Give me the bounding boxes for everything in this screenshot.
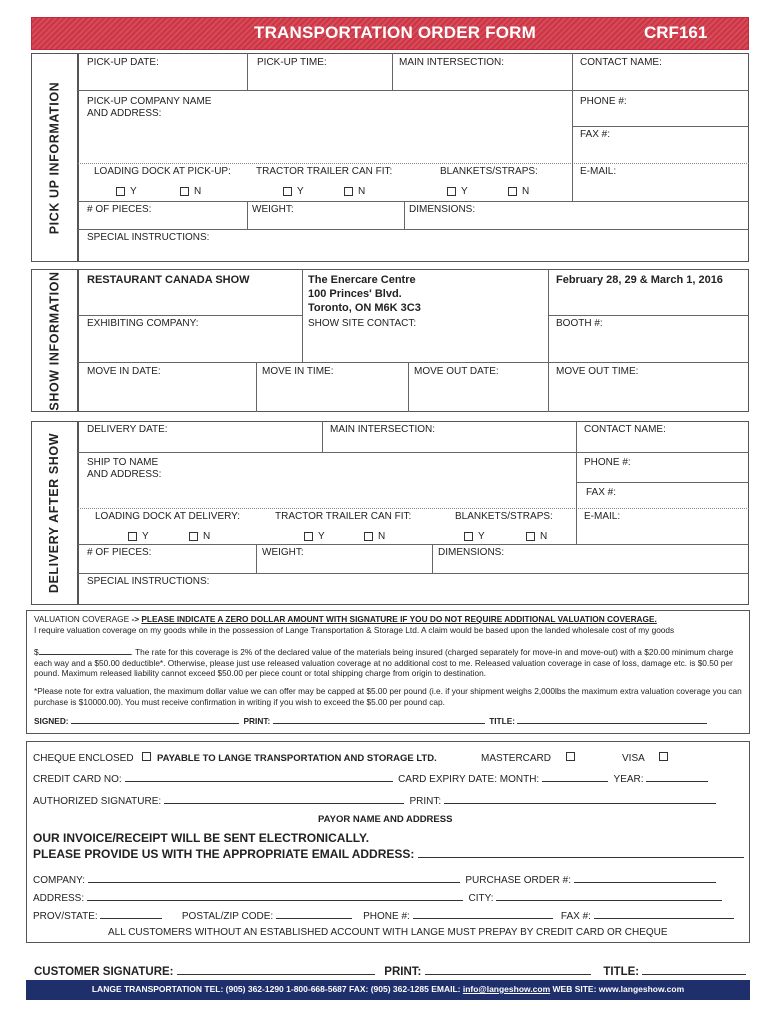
delivery-weight-label: WEIGHT:	[262, 547, 304, 558]
show-venue-line-3: Toronto, ON M6K 3C3	[308, 302, 421, 314]
delivery-special-label: SPECIAL INSTRUCTIONS:	[87, 576, 210, 587]
pickup-dock-label: LOADING DOCK AT PICK-UP:	[94, 166, 231, 177]
pickup-date-label: PICK-UP DATE:	[87, 57, 159, 68]
delivery-blankets-no-checkbox[interactable]	[526, 532, 535, 541]
customer-print-field[interactable]	[425, 963, 591, 975]
delivery-trailer-no-checkbox[interactable]	[364, 532, 373, 541]
customer-signature-row: CUSTOMER SIGNATURE: PRINT: TITLE:	[34, 963, 746, 979]
delivery-blankets-yes-label: Y	[478, 531, 485, 542]
show-site-contact-label: SHOW SITE CONTACT:	[308, 318, 417, 329]
delivery-ship-label-2: AND ADDRESS:	[87, 469, 162, 480]
invoice-line-2: PLEASE PROVIDE US WITH THE APPROPRIATE EMAIL ADDRESS:	[33, 846, 744, 861]
delivery-sidebar-label: DELIVERY AFTER SHOW	[47, 432, 62, 594]
delivery-dock-yes-label: Y	[142, 531, 149, 542]
pickup-intersection-label: MAIN INTERSECTION:	[399, 57, 505, 68]
payor-fax-field[interactable]	[594, 909, 734, 919]
delivery-ship-label-1: SHIP TO NAME	[87, 457, 159, 468]
authorized-print-field[interactable]	[444, 794, 716, 804]
show-sidebar	[31, 269, 78, 412]
address-field[interactable]	[87, 891, 463, 901]
province-row: PROV/STATE: POSTAL/ZIP CODE: PHONE #: FAX #:	[33, 909, 734, 923]
valuation-paragraph-2: *Please note for extra valuation, the maximum dollar value we can offer may be capped at $5.00 per pound (i.e. if your shipment weighs 2,000lbs the maximum extra valuation coverage you can purchase is $10000.00). You must receive confirmation in writing if you wish to exceed the $5.00 per pound cap.	[34, 686, 742, 707]
pickup-trailer-no-checkbox[interactable]	[344, 187, 353, 196]
pickup-trailer-label: TRACTOR TRAILER CAN FIT:	[256, 166, 393, 177]
valuation-signature-row: SIGNED: PRINT: TITLE:	[34, 715, 744, 727]
company-row: COMPANY: PURCHASE ORDER #:	[33, 873, 716, 887]
invoice-email-field[interactable]	[418, 846, 744, 858]
show-sidebar-label: SHOW INFORMATION	[47, 270, 62, 411]
pickup-sidebar-label: PICK UP INFORMATION	[47, 81, 62, 234]
delivery-trailer-label: TRACTOR TRAILER CAN FIT:	[275, 511, 412, 522]
purchase-order-field[interactable]	[574, 873, 716, 883]
pickup-dimensions-label: DIMENSIONS:	[409, 204, 476, 215]
delivery-date-label: DELIVERY DATE:	[87, 424, 168, 435]
delivery-contact-label: CONTACT NAME:	[584, 424, 666, 435]
pickup-dock-yes-checkbox[interactable]	[116, 187, 125, 196]
cheque-checkbox[interactable]	[142, 752, 151, 761]
delivery-intersection-label: MAIN INTERSECTION:	[330, 424, 436, 435]
pickup-dock-no-checkbox[interactable]	[180, 187, 189, 196]
mastercard-checkbox[interactable]	[566, 752, 575, 761]
show-move-out-date-label: MOVE OUT DATE:	[414, 366, 499, 377]
form-title: TRANSPORTATION ORDER FORM	[254, 23, 537, 42]
delivery-dock-no-checkbox[interactable]	[189, 532, 198, 541]
pickup-trailer-no-label: N	[358, 186, 366, 197]
authorized-signature-row: AUTHORIZED SIGNATURE: PRINT:	[33, 794, 716, 808]
delivery-pieces-label: # OF PIECES:	[87, 547, 152, 558]
valuation-title-field[interactable]	[517, 715, 707, 724]
pickup-sidebar	[31, 53, 78, 262]
footer-contact: LANGE TRANSPORTATION TEL: (905) 362-1290 1-800-668-5687 FAX: (905) 362-1285 EMAIL: info@langeshow.com WEB SITE: www.langeshow.com	[91, 984, 685, 994]
delivery-fax-label: FAX #:	[586, 487, 617, 498]
pickup-company-label-1: PICK-UP COMPANY NAME	[87, 96, 212, 107]
pickup-dock-yes-label: Y	[130, 186, 137, 197]
pickup-trailer-yes-checkbox[interactable]	[283, 187, 292, 196]
delivery-blankets-yes-checkbox[interactable]	[464, 532, 473, 541]
delivery-trailer-yes-label: Y	[318, 531, 325, 542]
show-booth-label: BOOTH #:	[556, 318, 603, 329]
delivery-blankets-no-label: N	[540, 531, 548, 542]
province-field[interactable]	[100, 909, 162, 919]
form-header	[31, 17, 749, 50]
footer-bar	[26, 980, 750, 1000]
footer-email-link[interactable]: info@langeshow.com	[462, 984, 551, 994]
card-number-field[interactable]	[125, 772, 393, 782]
show-name: RESTAURANT CANADA SHOW	[87, 274, 250, 286]
address-row: ADDRESS: CITY:	[33, 891, 722, 905]
payor-heading: PAYOR NAME AND ADDRESS	[318, 814, 453, 825]
pickup-company-label-2: AND ADDRESS:	[87, 108, 162, 119]
valuation-line-1: I require valuation coverage on my goods while in the possession of Lange Transportation & Storage Ltd. A claim would be based upon the landed wholesale cost of my goods	[34, 625, 675, 635]
pickup-contact-label: CONTACT NAME:	[580, 57, 662, 68]
invoice-line-1: OUR INVOICE/RECEIPT WILL BE SENT ELECTRONICALLY.	[33, 831, 370, 845]
pickup-trailer-yes-label: Y	[297, 186, 304, 197]
pickup-email-label: E-MAIL:	[580, 166, 617, 177]
valuation-heading: VALUATION COVERAGE -> PLEASE INDICATE A ZERO DOLLAR AMOUNT WITH SIGNATURE IF YOU DO NOT REQUIRE ADDITIONAL VALUATION COVERAGE.	[34, 614, 657, 624]
prepay-notice: ALL CUSTOMERS WITHOUT AN ESTABLISHED ACCOUNT WITH LANGE MUST PREPAY BY CREDIT CARD OR CHEQUE	[108, 927, 668, 938]
pickup-fax-label: FAX #:	[580, 129, 611, 140]
mastercard-label: MASTERCARD	[481, 753, 552, 764]
show-move-out-time-label: MOVE OUT TIME:	[556, 366, 639, 377]
delivery-email-label: E-MAIL:	[584, 511, 621, 522]
pickup-blankets-no-label: N	[522, 186, 530, 197]
city-field[interactable]	[496, 891, 722, 901]
delivery-dock-yes-checkbox[interactable]	[128, 532, 137, 541]
pickup-weight-label: WEIGHT:	[252, 204, 294, 215]
pickup-pieces-label: # OF PIECES:	[87, 204, 152, 215]
visa-checkbox[interactable]	[659, 752, 668, 761]
customer-title-field[interactable]	[642, 963, 746, 975]
payable-label: PAYABLE TO LANGE TRANSPORTATION AND STORAGE LTD.	[157, 753, 437, 764]
show-venue-line-2: 100 Princes' Blvd.	[308, 288, 402, 300]
valuation-paragraph-1: $ . The rate for this coverage is 2% of the declared value of the materials being insured (charged separately for move-in and move-out) with a $20.00 minimum charge each way and a $50.00 deductible*. Otherwise, please just use released valuation coverage at no additional cost to me. Released valuation coverage in case of loss, damage etc. is $0.50 per pound. Maximum released liability cannot exceed $50.00 per piece count or total shipping charge from origin to destination.	[34, 647, 734, 678]
delivery-dock-label: LOADING DOCK AT DELIVERY:	[95, 511, 241, 522]
pickup-blankets-no-checkbox[interactable]	[508, 187, 517, 196]
valuation-print-field[interactable]	[273, 715, 485, 724]
delivery-trailer-no-label: N	[378, 531, 386, 542]
pickup-blankets-yes-checkbox[interactable]	[447, 187, 456, 196]
postal-field[interactable]	[276, 909, 352, 919]
delivery-trailer-yes-checkbox[interactable]	[304, 532, 313, 541]
delivery-dock-no-label: N	[203, 531, 211, 542]
pickup-special-label: SPECIAL INSTRUCTIONS:	[87, 232, 210, 243]
delivery-dimensions-label: DIMENSIONS:	[438, 547, 505, 558]
valuation-amount-field[interactable]	[39, 646, 131, 655]
expiry-year-field[interactable]	[646, 772, 708, 782]
delivery-sidebar	[31, 421, 78, 605]
pickup-blankets-yes-label: Y	[461, 186, 468, 197]
show-dates: February 28, 29 & March 1, 2016	[556, 274, 723, 286]
card-number-row: CREDIT CARD NO: CARD EXPIRY DATE: MONTH: YEAR:	[33, 772, 708, 786]
pickup-phone-label: PHONE #:	[580, 96, 627, 107]
pickup-time-label: PICK-UP TIME:	[257, 57, 327, 68]
show-exhibiting-company-label: EXHIBITING COMPANY:	[87, 318, 199, 329]
pickup-dock-no-label: N	[194, 186, 202, 197]
expiry-month-field[interactable]	[542, 772, 608, 782]
customer-signature-field[interactable]	[177, 963, 375, 975]
show-move-in-date-label: MOVE IN DATE:	[87, 366, 161, 377]
show-move-in-time-label: MOVE IN TIME:	[262, 366, 334, 377]
delivery-blankets-label: BLANKETS/STRAPS:	[455, 511, 553, 522]
valuation-signed-field[interactable]	[71, 715, 239, 724]
show-section	[78, 269, 749, 412]
visa-label: VISA	[622, 753, 645, 764]
payor-phone-field[interactable]	[413, 909, 553, 919]
form-code: CRF161	[644, 23, 708, 42]
cheque-row: CHEQUE ENCLOSED	[33, 753, 134, 764]
pickup-blankets-label: BLANKETS/STRAPS:	[440, 166, 538, 177]
company-field[interactable]	[88, 873, 460, 883]
delivery-phone-label: PHONE #:	[584, 457, 631, 468]
pickup-section	[78, 53, 749, 262]
show-venue-line-1: The Enercare Centre	[308, 274, 416, 286]
authorized-signature-field[interactable]	[164, 794, 404, 804]
